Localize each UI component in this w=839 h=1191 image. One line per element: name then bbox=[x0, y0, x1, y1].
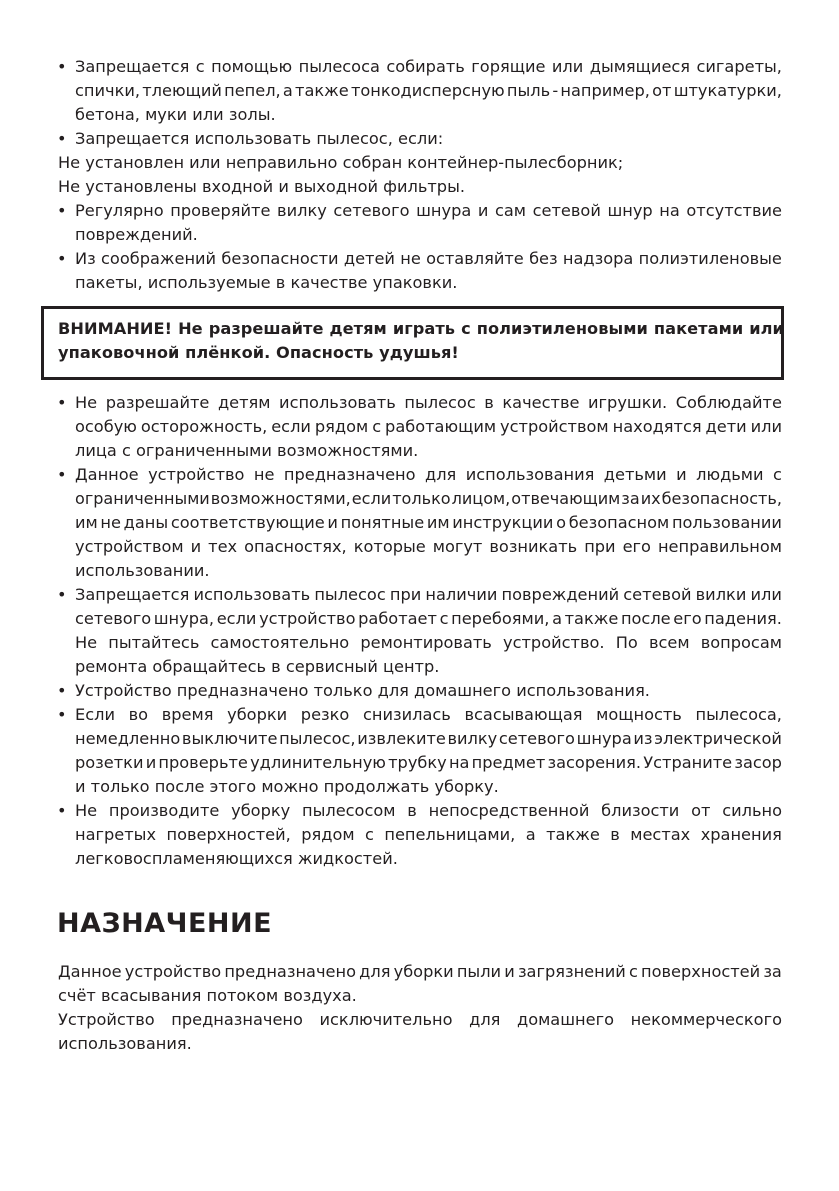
word: в bbox=[407, 801, 417, 820]
text-line bbox=[75, 55, 782, 79]
word: извлеките bbox=[357, 729, 446, 748]
word: и bbox=[145, 753, 157, 772]
word: особую bbox=[75, 417, 137, 436]
word: использования bbox=[465, 465, 595, 484]
word: пылесос bbox=[404, 393, 476, 412]
word: домашнего bbox=[517, 1010, 614, 1029]
word: пыль bbox=[506, 81, 551, 100]
word: не bbox=[253, 465, 275, 484]
word: лицом, bbox=[451, 489, 511, 508]
word: розетки bbox=[75, 753, 144, 772]
text-line: легковоспламеняющихся жидкостей. bbox=[75, 849, 398, 868]
word: штукатурки, bbox=[673, 81, 782, 100]
word: повреждений bbox=[501, 585, 620, 604]
word: безопасность, bbox=[661, 489, 782, 508]
word: Данное bbox=[75, 465, 139, 484]
word: в bbox=[484, 393, 494, 412]
word: уборку bbox=[231, 801, 291, 820]
word: устройство bbox=[148, 465, 245, 484]
word: собирать bbox=[386, 57, 465, 76]
word: пытайтесь bbox=[108, 633, 200, 652]
word: проверяйте bbox=[170, 201, 271, 220]
word: сильно bbox=[722, 801, 782, 820]
word: хранения bbox=[700, 825, 782, 844]
word: также bbox=[546, 825, 600, 844]
word: шнур bbox=[607, 201, 653, 220]
word: засорения. bbox=[547, 753, 642, 772]
word: соответствующие bbox=[170, 513, 325, 532]
word: с bbox=[628, 962, 638, 981]
word: также bbox=[564, 609, 619, 628]
word: Устраните bbox=[643, 753, 733, 772]
word: за bbox=[763, 962, 782, 981]
word: инструкции bbox=[452, 513, 554, 532]
word: после bbox=[620, 609, 671, 628]
word: полиэтиленовые bbox=[638, 249, 782, 268]
word: электрической bbox=[654, 729, 782, 748]
word: а bbox=[552, 609, 562, 628]
word: работает bbox=[358, 609, 437, 628]
word: детьми bbox=[603, 465, 667, 484]
word: предмет bbox=[471, 753, 546, 772]
word: с bbox=[365, 825, 374, 844]
word: оставляйте bbox=[426, 249, 524, 268]
word: людьми bbox=[696, 465, 764, 484]
word: без bbox=[529, 249, 558, 268]
word: исключительно bbox=[319, 1010, 453, 1029]
word: безопасности bbox=[221, 249, 339, 268]
text-line bbox=[75, 199, 782, 223]
word: самостоятельно bbox=[210, 633, 350, 652]
word: и bbox=[504, 962, 515, 981]
word: По bbox=[615, 633, 638, 652]
word: если bbox=[271, 417, 311, 436]
word: наличии bbox=[425, 585, 498, 604]
word: местах bbox=[630, 825, 691, 844]
word: некоммерческого bbox=[630, 1010, 782, 1029]
word: нагретых bbox=[75, 825, 157, 844]
word: с bbox=[439, 609, 449, 628]
word: Не bbox=[75, 393, 98, 412]
word: для bbox=[469, 1010, 501, 1029]
bullet-mark: • bbox=[57, 249, 67, 268]
word: пепел, bbox=[224, 81, 281, 100]
text-line bbox=[75, 823, 782, 847]
word: сигареты, bbox=[696, 57, 782, 76]
text-line: бетона, муки или золы. bbox=[75, 105, 276, 124]
word: пылесоса, bbox=[695, 705, 782, 724]
bullet-mark: • bbox=[57, 393, 67, 412]
word: пылесос, bbox=[279, 729, 356, 748]
word: детям bbox=[217, 393, 271, 412]
word: пакетами bbox=[653, 319, 744, 338]
word: и bbox=[676, 465, 687, 484]
word: производите bbox=[108, 801, 220, 820]
word: его bbox=[622, 537, 651, 556]
word: устройство bbox=[124, 962, 222, 981]
word: пылесоса bbox=[298, 57, 380, 76]
word: его bbox=[673, 609, 702, 628]
word: Если bbox=[75, 705, 115, 724]
word: и bbox=[327, 513, 338, 532]
warning-line bbox=[58, 317, 784, 341]
word: сетевого bbox=[75, 609, 152, 628]
word: работающим bbox=[385, 417, 497, 436]
word: разрешайте bbox=[105, 393, 210, 412]
text-line bbox=[75, 247, 782, 271]
word: близости bbox=[601, 801, 680, 820]
word: проверьте bbox=[158, 753, 248, 772]
word: перебоями, bbox=[451, 609, 550, 628]
word: для bbox=[425, 465, 457, 484]
word: разрешайте bbox=[208, 319, 324, 338]
text-line bbox=[75, 463, 782, 487]
word: с bbox=[772, 465, 782, 484]
word: непосредственной bbox=[428, 801, 590, 820]
word: резко bbox=[300, 705, 350, 724]
word: тлеющий bbox=[142, 81, 222, 100]
text-line: Не установлен или неправильно собран контейнер-пылесборник; bbox=[58, 153, 624, 172]
word: их bbox=[640, 489, 661, 508]
word: если bbox=[351, 489, 392, 508]
word: рядом bbox=[301, 825, 355, 844]
word: могут bbox=[432, 537, 483, 556]
word: возможностями, bbox=[210, 489, 351, 508]
word: загрязнений bbox=[517, 962, 626, 981]
word: пепельницами, bbox=[384, 825, 516, 844]
word: немедленно bbox=[75, 729, 181, 748]
text-line bbox=[75, 607, 782, 631]
word: с bbox=[461, 319, 471, 338]
word: вилку bbox=[447, 729, 498, 748]
word: из bbox=[633, 729, 653, 748]
word: уборки bbox=[227, 705, 288, 724]
word: играть bbox=[392, 319, 456, 338]
word: на bbox=[659, 201, 680, 220]
text-line bbox=[75, 511, 782, 535]
word: и bbox=[477, 201, 489, 220]
word: всасывающая bbox=[464, 705, 583, 724]
word: сетевого bbox=[498, 729, 575, 748]
word: вопросам bbox=[700, 633, 782, 652]
word: во bbox=[128, 705, 149, 724]
word: не bbox=[100, 513, 121, 532]
word: шнура bbox=[576, 729, 632, 748]
word: за bbox=[621, 489, 640, 508]
word: - bbox=[552, 81, 559, 100]
word: дымящиеся bbox=[589, 57, 691, 76]
section-heading: НАЗНАЧЕНИЕ bbox=[57, 908, 273, 939]
text-line: Не установлены входной и выходной фильтры. bbox=[58, 177, 466, 196]
warning-box bbox=[41, 306, 784, 380]
word: устройством bbox=[500, 417, 609, 436]
word: тонкодисперсную bbox=[350, 81, 505, 100]
word: помощью bbox=[211, 57, 293, 76]
text-line bbox=[75, 79, 782, 103]
word: пылесосом bbox=[301, 801, 396, 820]
word: уборки bbox=[393, 962, 454, 981]
text-line bbox=[75, 583, 782, 607]
word: или bbox=[750, 585, 782, 604]
text-line bbox=[75, 535, 782, 559]
word: выключите bbox=[181, 729, 278, 748]
word: рядом bbox=[314, 417, 369, 436]
word: качестве bbox=[502, 393, 580, 412]
word: падения. bbox=[704, 609, 782, 628]
word: отсутствие bbox=[686, 201, 782, 220]
word: безопасном bbox=[568, 513, 670, 532]
bullet-mark: • bbox=[57, 705, 67, 724]
bullet-mark: • bbox=[57, 681, 67, 700]
word: даны bbox=[123, 513, 169, 532]
word: или bbox=[551, 57, 584, 76]
word: сетевой bbox=[532, 201, 601, 220]
word: тех bbox=[208, 537, 238, 556]
bullet-mark: • bbox=[57, 465, 67, 484]
word: для bbox=[359, 962, 391, 981]
text-line bbox=[58, 1008, 782, 1032]
word: только bbox=[392, 489, 451, 508]
word: от bbox=[691, 801, 711, 820]
word: Из bbox=[75, 249, 96, 268]
word: засор bbox=[734, 753, 782, 772]
word: Не bbox=[75, 801, 98, 820]
word: на bbox=[448, 753, 470, 772]
text-line bbox=[75, 487, 782, 511]
word: Регулярно bbox=[75, 201, 164, 220]
word: снизилась bbox=[362, 705, 451, 724]
word: а bbox=[282, 81, 293, 100]
text-line bbox=[75, 631, 782, 655]
word: удлинительную bbox=[250, 753, 386, 772]
text-line bbox=[58, 960, 782, 984]
word: сетевой bbox=[623, 585, 692, 604]
bullet-mark: • bbox=[57, 201, 67, 220]
word: поверхностей bbox=[641, 962, 761, 981]
word: пыли bbox=[456, 962, 502, 981]
text-line: лица с ограниченными возможностями. bbox=[75, 441, 419, 460]
word: а bbox=[525, 825, 536, 844]
word: полиэтиленовыми bbox=[476, 319, 648, 338]
text-line bbox=[75, 391, 782, 415]
text-line bbox=[75, 799, 782, 823]
text-line: пакеты, используемые в качестве упаковки. bbox=[75, 273, 458, 292]
word: им bbox=[75, 513, 98, 532]
bullet-mark: • bbox=[57, 129, 67, 148]
word: поверхностей, bbox=[166, 825, 291, 844]
word: от bbox=[652, 81, 672, 100]
word: надзора bbox=[562, 249, 634, 268]
word: опасностях, bbox=[244, 537, 347, 556]
word: при bbox=[389, 585, 422, 604]
word: шнура bbox=[416, 201, 472, 220]
word: горящие bbox=[471, 57, 546, 76]
word: с bbox=[195, 57, 205, 76]
word: использовать bbox=[193, 585, 311, 604]
text-line: использовании. bbox=[75, 561, 210, 580]
text-line bbox=[75, 415, 782, 439]
word: Не bbox=[75, 633, 98, 652]
word: возникать bbox=[489, 537, 578, 556]
word: в bbox=[610, 825, 620, 844]
word: отвечающим bbox=[511, 489, 621, 508]
word: которые bbox=[353, 537, 426, 556]
word: находятся bbox=[612, 417, 702, 436]
word: устройством bbox=[75, 537, 184, 556]
bullet-mark: • bbox=[57, 57, 67, 76]
text-line: повреждений. bbox=[75, 225, 198, 244]
word: им bbox=[426, 513, 450, 532]
word: с bbox=[372, 417, 382, 436]
text-line: ремонта обращайтесь в сервисный центр. bbox=[75, 657, 440, 676]
word: шнура, bbox=[153, 609, 215, 628]
word: при bbox=[584, 537, 616, 556]
word: или bbox=[749, 319, 784, 338]
word: соображений bbox=[101, 249, 217, 268]
word: Соблюдайте bbox=[675, 393, 782, 412]
word: не bbox=[400, 249, 421, 268]
word: Устройство bbox=[58, 1010, 155, 1029]
word: предназначено bbox=[224, 962, 356, 981]
word: также bbox=[295, 81, 349, 100]
word: если bbox=[216, 609, 257, 628]
text-line: и только после этого можно продолжать уборку. bbox=[75, 777, 499, 796]
word: Запрещается bbox=[75, 585, 190, 604]
text-line bbox=[75, 751, 782, 775]
word: спички, bbox=[75, 81, 141, 100]
word: устройство bbox=[259, 609, 356, 628]
text-line bbox=[75, 727, 782, 751]
text-line: счёт всасывания потоком воздуха. bbox=[58, 986, 357, 1005]
text-line: использования. bbox=[58, 1034, 192, 1053]
word: сам bbox=[494, 201, 527, 220]
word: детям bbox=[329, 319, 387, 338]
word: игрушки. bbox=[588, 393, 668, 412]
word: например, bbox=[560, 81, 650, 100]
word: устройство. bbox=[503, 633, 605, 652]
word: ограниченными bbox=[75, 489, 210, 508]
word: пылесос bbox=[314, 585, 386, 604]
word: использовать bbox=[279, 393, 396, 412]
word: осторожность, bbox=[140, 417, 268, 436]
word: Данное bbox=[58, 962, 122, 981]
bullet-mark: • bbox=[57, 801, 67, 820]
bullet-mark: • bbox=[57, 585, 67, 604]
word: понятные bbox=[340, 513, 425, 532]
word: Запрещается bbox=[75, 57, 190, 76]
text-line: Запрещается использовать пылесос, если: bbox=[75, 129, 444, 148]
word: трубку bbox=[388, 753, 447, 772]
word: детей bbox=[343, 249, 395, 268]
word: Не bbox=[178, 319, 203, 338]
word: неправильном bbox=[657, 537, 782, 556]
word: пользовании bbox=[671, 513, 782, 532]
word: вилку bbox=[277, 201, 327, 220]
word: мощность bbox=[596, 705, 682, 724]
word: о bbox=[556, 513, 566, 532]
word: всем bbox=[648, 633, 690, 652]
text-line bbox=[75, 703, 782, 727]
word: вилки bbox=[695, 585, 747, 604]
word: ВНИМАНИЕ! bbox=[58, 319, 173, 338]
word: и bbox=[190, 537, 202, 556]
word: сетевого bbox=[333, 201, 410, 220]
word: время bbox=[161, 705, 214, 724]
word: предназначено bbox=[283, 465, 416, 484]
word: ремонтировать bbox=[360, 633, 492, 652]
text-line: Устройство предназначено только для домашнего использования. bbox=[75, 681, 650, 700]
word: предназначено bbox=[171, 1010, 303, 1029]
word: или bbox=[750, 417, 782, 436]
warning-line: упаковочной плёнкой. Опасность удушья! bbox=[58, 343, 459, 362]
word: дети bbox=[705, 417, 747, 436]
